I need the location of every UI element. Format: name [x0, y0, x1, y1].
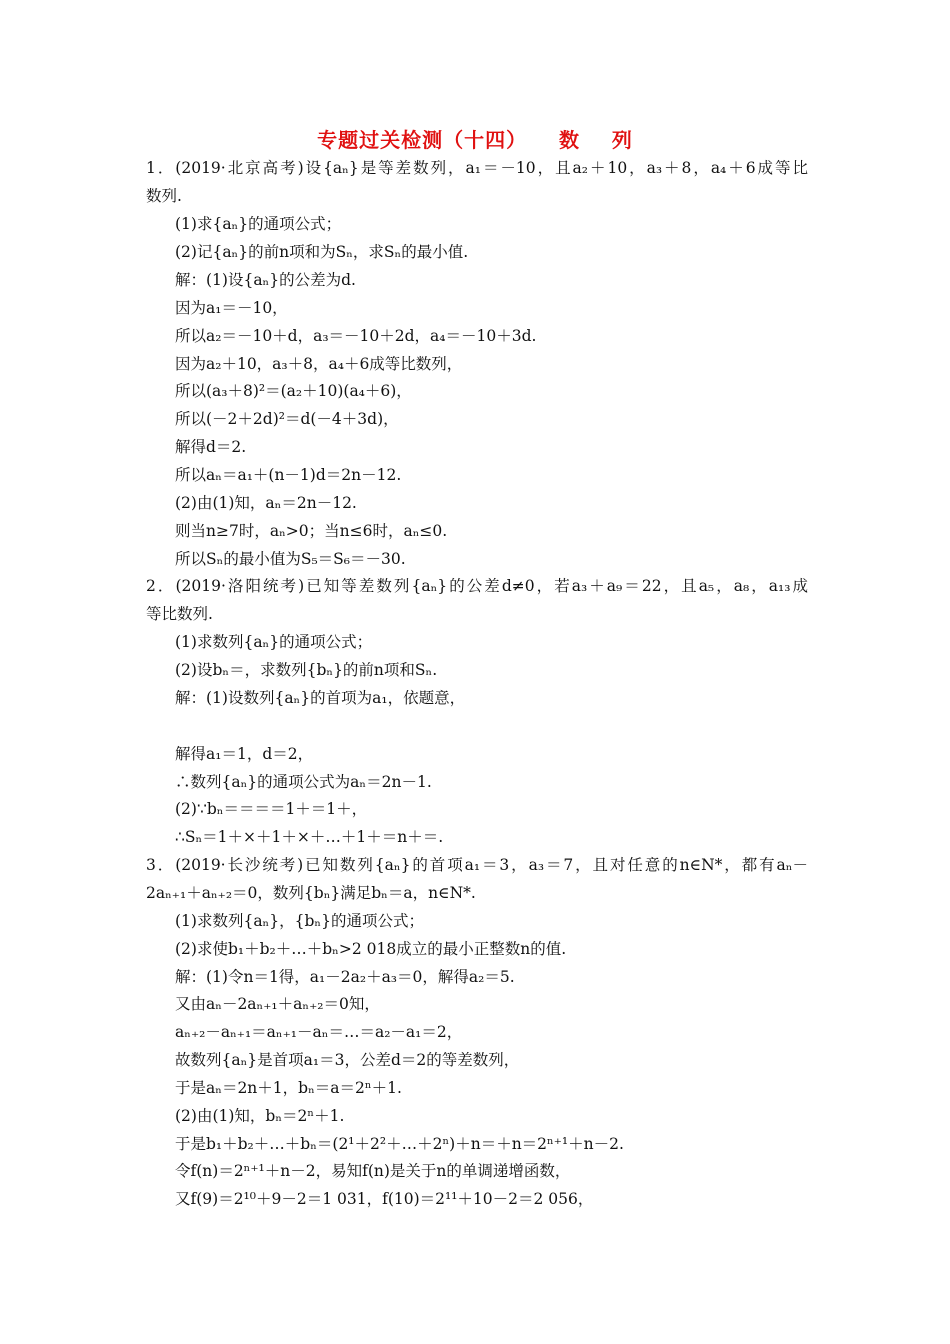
solution-line: 解：(1)令n＝1得，a₁－2a₂＋a₃＝0，解得a₂＝5.	[175, 968, 515, 986]
problem-3-part-2: (2)求使b₁＋b₂＋…＋bₙ>2 018成立的最小正整数n的值.	[175, 940, 567, 958]
solution-line: aₙ₊₂－aₙ₊₁＝aₙ₊₁－aₙ＝…＝a₂－a₁＝2，	[175, 1023, 463, 1041]
solution-line: 于是aₙ＝2n＋1，bₙ＝a＝2ⁿ＋1.	[175, 1079, 402, 1097]
problem-3-statement: 3．(2019·长沙统考)已知数列{aₙ}的首项a₁＝3，a₃＝7，且对任意的n∈N*，都有aₙ－	[146, 856, 808, 874]
solution-line: 于是b₁＋b₂＋…＋bₙ＝(2¹＋2²＋…＋2ⁿ)＋n＝＋n＝2ⁿ⁺¹＋n－2.	[175, 1135, 624, 1153]
problem-1-part-2: (2)记{aₙ}的前n项和为Sₙ，求Sₙ的最小值.	[175, 243, 469, 261]
problem-1-statement-cont: 数列.	[146, 187, 182, 205]
solution-line: 所以a₂＝－10＋d，a₃＝－10＋2d，a₄＝－10＋3d.	[175, 327, 537, 345]
problem-2-part-2: (2)设bₙ＝，求数列{bₙ}的前n项和Sₙ.	[175, 661, 438, 679]
solution-line: 解得a₁＝1，d＝2，	[175, 745, 314, 763]
problem-1-part-1: (1)求{aₙ}的通项公式；	[175, 215, 342, 233]
solution-line: ∴Sₙ＝1＋×＋1＋×＋…＋1＋＝n＋＝.	[175, 828, 444, 846]
solution-line: ∴数列{aₙ}的通项公式为aₙ＝2n－1.	[175, 773, 432, 791]
solution-line: 则当n≥7时，aₙ>0；当n≤6时，aₙ≤0.	[175, 522, 448, 540]
problem-2-statement-cont: 等比数列.	[146, 605, 213, 623]
solution-line: 所以(a₃＋8)²＝(a₂＋10)(a₄＋6)，	[175, 382, 412, 400]
problem-2-statement: 2．(2019·洛阳统考)已知等差数列{aₙ}的公差d≠0，若a₃＋a₉＝22，且a₅，a₈，a₁₃成	[146, 577, 808, 595]
page-title: 专题过关检测（十四） 数 列	[317, 128, 633, 152]
solution-line: 所以Sₙ的最小值为S₅＝S₆＝－30.	[175, 550, 406, 568]
problem-3-part-1: (1)求数列{aₙ}，{bₙ}的通项公式；	[175, 912, 424, 930]
solution-line: (2)由(1)知，aₙ＝2n－12.	[175, 494, 357, 512]
solution-line: (2)∵bₙ＝＝＝＝1＋＝1＋，	[175, 800, 368, 818]
solution-line: 令f(n)＝2ⁿ⁺¹＋n－2，易知f(n)是关于n的单调递增函数，	[175, 1162, 571, 1180]
problem-3-statement-cont: 2aₙ₊₁＋aₙ₊₂＝0，数列{bₙ}满足bₙ＝a，n∈N*.	[146, 884, 476, 902]
solution-line: 解：(1)设{aₙ}的公差为d.	[175, 271, 356, 289]
solution-line: 因为a₁＝－10，	[175, 299, 288, 317]
solution-line: 又由aₙ－2aₙ₊₁＋aₙ₊₂＝0知，	[175, 995, 380, 1013]
solution-line: (2)由(1)知，bₙ＝2ⁿ＋1.	[175, 1107, 345, 1125]
solution-line: 所以(－2＋2d)²＝d(－4＋3d)，	[175, 410, 399, 428]
solution-line: 解：(1)设数列{aₙ}的首项为a₁，依题意，	[175, 689, 466, 707]
problem-1-statement: 1．(2019·北京高考)设{aₙ}是等差数列，a₁＝－10，且a₂＋10，a₃＋8，a₄＋6成等比	[146, 159, 808, 177]
solution-line: 所以aₙ＝a₁＋(n－1)d＝2n－12.	[175, 466, 402, 484]
problem-2-part-1: (1)求数列{aₙ}的通项公式；	[175, 633, 373, 651]
solution-line: 又f(9)＝2¹⁰＋9－2＝1 031，f(10)＝2¹¹＋10－2＝2 056，	[175, 1190, 594, 1208]
solution-line: 解得d＝2.	[175, 438, 247, 456]
solution-line: 故数列{aₙ}是首项a₁＝3，公差d＝2的等差数列，	[175, 1051, 520, 1069]
solution-line: 因为a₂＋10，a₃＋8，a₄＋6成等比数列，	[175, 355, 463, 373]
